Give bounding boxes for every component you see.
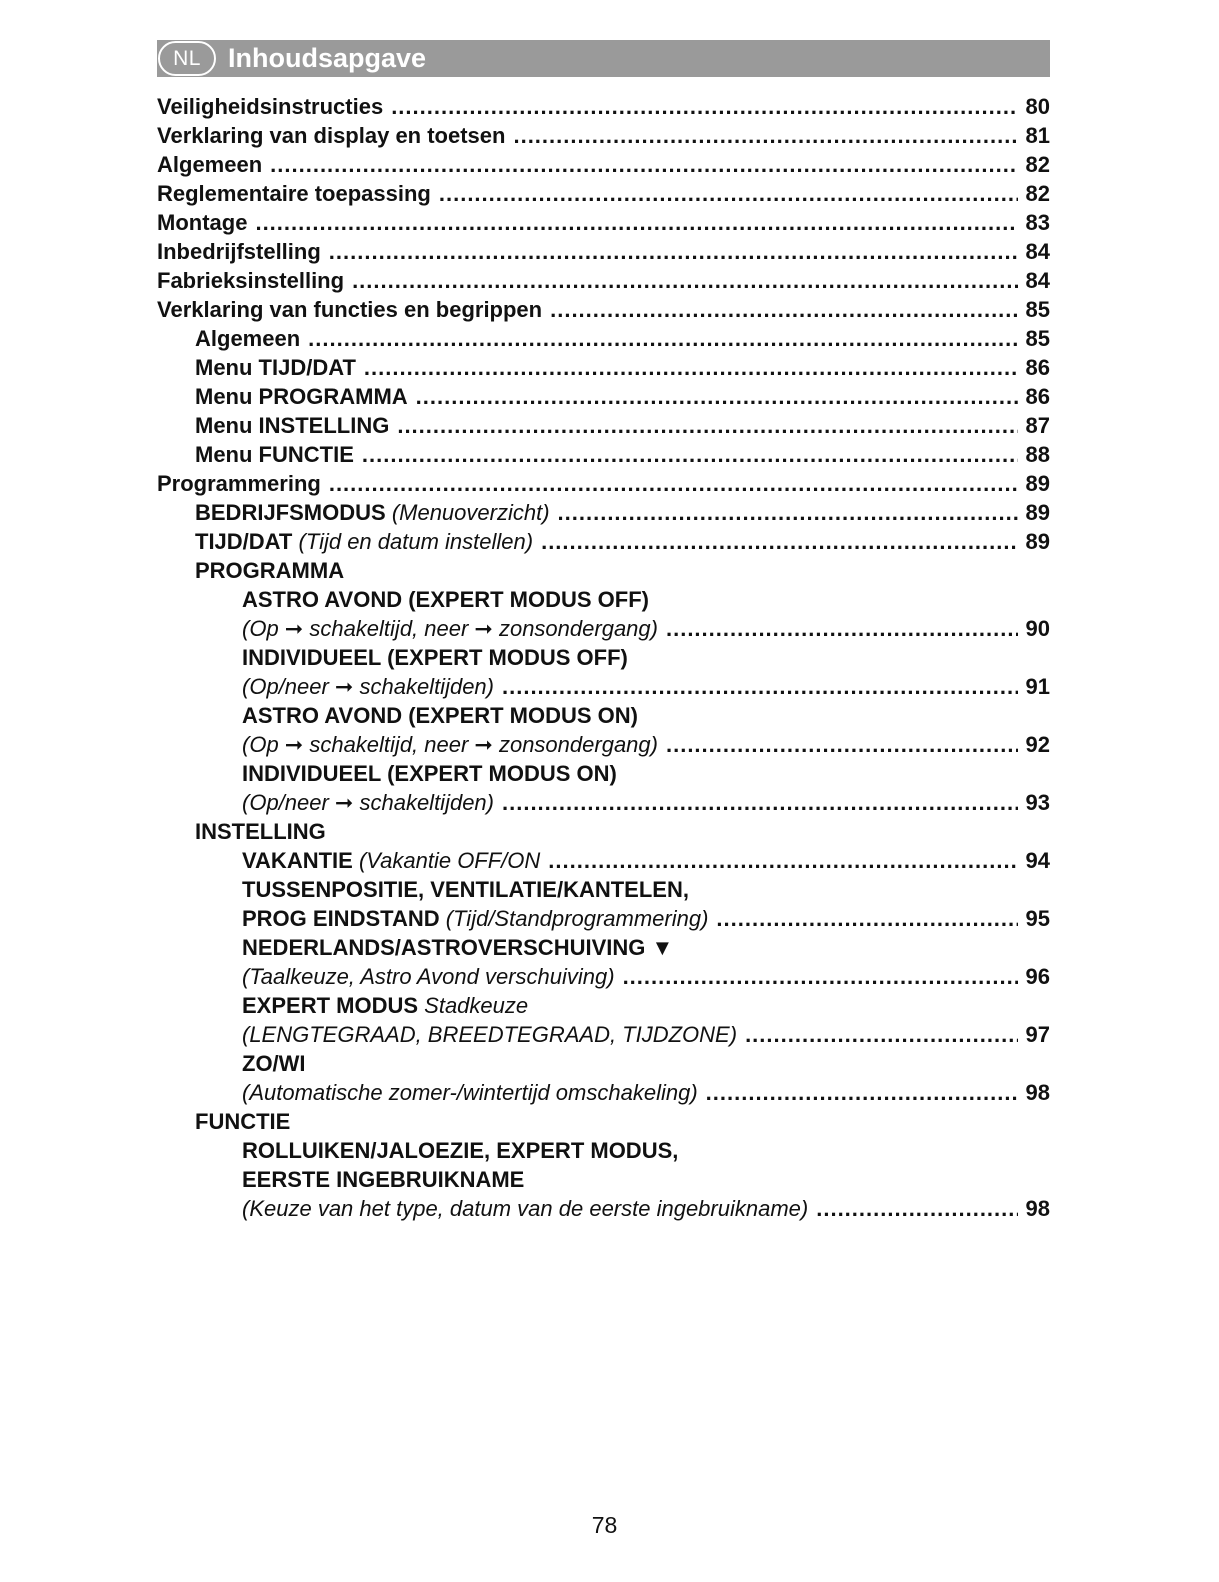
- toc-heading: ASTRO AVOND (EXPERT MODUS OFF): [242, 587, 649, 612]
- toc-page-number: 87: [1025, 413, 1050, 438]
- toc-heading: ASTRO AVOND (EXPERT MODUS ON): [242, 703, 639, 728]
- section-header: [157, 40, 1050, 77]
- toc-page-number: 80: [1025, 94, 1050, 119]
- toc-entry[interactable]: Menu PROGRAMMA ..... 86: [157, 382, 1050, 411]
- toc-page-number: 94: [1025, 848, 1050, 873]
- table-of-contents: [157, 92, 1050, 1223]
- toc-page-number: 88: [1025, 442, 1050, 467]
- page-title: Inhoudsapgave: [228, 43, 427, 73]
- toc-page-number: 96: [1025, 964, 1050, 989]
- toc-page-number: 83: [1025, 210, 1050, 235]
- toc-entry[interactable]: Montage ..... 83: [157, 208, 1050, 237]
- toc-entry[interactable]: (Automatische zomer-/wintertijd omschakeling) ..... 98: [157, 1078, 1050, 1107]
- toc-page-number: 98: [1025, 1080, 1050, 1105]
- toc-heading: PROGRAMMA: [195, 558, 345, 583]
- page-number: 78: [591, 1512, 618, 1538]
- toc-heading: INDIVIDUEEL (EXPERT MODUS OFF): [242, 645, 628, 670]
- toc-entry[interactable]: BEDRIJFSMODUS (Menuoverzicht) ..... 89: [157, 498, 1050, 527]
- toc-page-number: 89: [1025, 529, 1050, 554]
- toc-entry[interactable]: (Op/neer ➞ schakeltijden) ..... 93: [157, 788, 1050, 817]
- toc-entry[interactable]: (Op/neer ➞ schakeltijden) ..... 91: [157, 672, 1050, 701]
- toc-heading: ZO/WI: [242, 1051, 306, 1076]
- toc-heading: INSTELLING: [195, 819, 326, 844]
- toc-entry[interactable]: (Op ➞ schakeltijd, neer ➞ zonsondergang) ..... 92: [157, 730, 1050, 759]
- toc-entry[interactable]: Menu INSTELLING ..... 87: [157, 411, 1050, 440]
- toc-page-number: 82: [1025, 152, 1050, 177]
- toc-entry[interactable]: Reglementaire toepassing ..... 82: [157, 179, 1050, 208]
- toc-entry[interactable]: PROG EINDSTAND (Tijd/Standprogrammering) ..... 95: [157, 904, 1050, 933]
- toc-entry[interactable]: Algemeen ..... 82: [157, 150, 1050, 179]
- toc-entry[interactable]: Menu TIJD/DAT ..... 86: [157, 353, 1050, 382]
- toc-page-number: 91: [1025, 674, 1050, 699]
- toc-page-number: 85: [1025, 297, 1050, 322]
- toc-entry[interactable]: Veiligheidsinstructies ..... 80: [157, 92, 1050, 121]
- language-badge: NL: [158, 41, 216, 76]
- toc-entry[interactable]: Menu FUNCTIE ..... 88: [157, 440, 1050, 469]
- toc-entry[interactable]: Inbedrijfstelling ..... 84: [157, 237, 1050, 266]
- toc-page-number: 86: [1025, 384, 1050, 409]
- toc-heading: NEDERLANDS/ASTROVERSCHUIVING ▼: [242, 935, 674, 960]
- toc-heading: EERSTE INGEBRUIKNAME: [242, 1167, 525, 1192]
- toc-page-number: 93: [1025, 790, 1050, 815]
- toc-heading: INDIVIDUEEL (EXPERT MODUS ON): [242, 761, 617, 786]
- toc-page-number: 86: [1025, 355, 1050, 380]
- toc-entry[interactable]: Verklaring van display en toetsen ..... 81: [157, 121, 1050, 150]
- toc-page-number: 95: [1025, 906, 1050, 931]
- toc-page-number: 84: [1025, 268, 1050, 293]
- toc-page-number: 98: [1025, 1196, 1050, 1221]
- toc-entry[interactable]: (Taalkeuze, Astro Avond verschuiving) ..... 96: [157, 962, 1050, 991]
- toc-heading: EXPERT MODUS Stadkeuze: [242, 993, 529, 1018]
- toc-entry[interactable]: (LENGTEGRAAD, BREEDTEGRAAD, TIJDZONE) ..... 97: [157, 1020, 1050, 1049]
- toc-entry[interactable]: Fabrieksinstelling ..... 84: [157, 266, 1050, 295]
- toc-page-number: 89: [1025, 471, 1050, 496]
- toc-entry[interactable]: VAKANTIE (Vakantie OFF/ON ..... 94: [157, 846, 1050, 875]
- toc-entry[interactable]: TIJD/DAT (Tijd en datum instellen) ..... 89: [157, 527, 1050, 556]
- toc-entry[interactable]: (Keuze van het type, datum van de eerste ingebruikname) ..... 98: [157, 1194, 1050, 1223]
- toc-page-number: 92: [1025, 732, 1050, 757]
- toc-entry[interactable]: Algemeen ..... 85: [157, 324, 1050, 353]
- toc-entry[interactable]: Verklaring van functies en begrippen ..... 85: [157, 295, 1050, 324]
- toc-page-number: 89: [1025, 500, 1050, 525]
- toc-heading: ROLLUIKEN/JALOEZIE, EXPERT MODUS,: [242, 1138, 679, 1163]
- toc-page-number: 81: [1025, 123, 1050, 148]
- toc-page-number: 97: [1025, 1022, 1050, 1047]
- toc-entry[interactable]: Programmering ..... 89: [157, 469, 1050, 498]
- toc-page-number: 90: [1025, 616, 1050, 641]
- toc-heading: TUSSENPOSITIE, VENTILATIE/KANTELEN,: [242, 877, 689, 902]
- toc-page-number: 82: [1025, 181, 1050, 206]
- toc-page-number: 85: [1025, 326, 1050, 351]
- toc-heading: FUNCTIE: [195, 1109, 291, 1134]
- toc-page-number: 84: [1025, 239, 1050, 264]
- toc-entry[interactable]: (Op ➞ schakeltijd, neer ➞ zonsondergang) ..... 90: [157, 614, 1050, 643]
